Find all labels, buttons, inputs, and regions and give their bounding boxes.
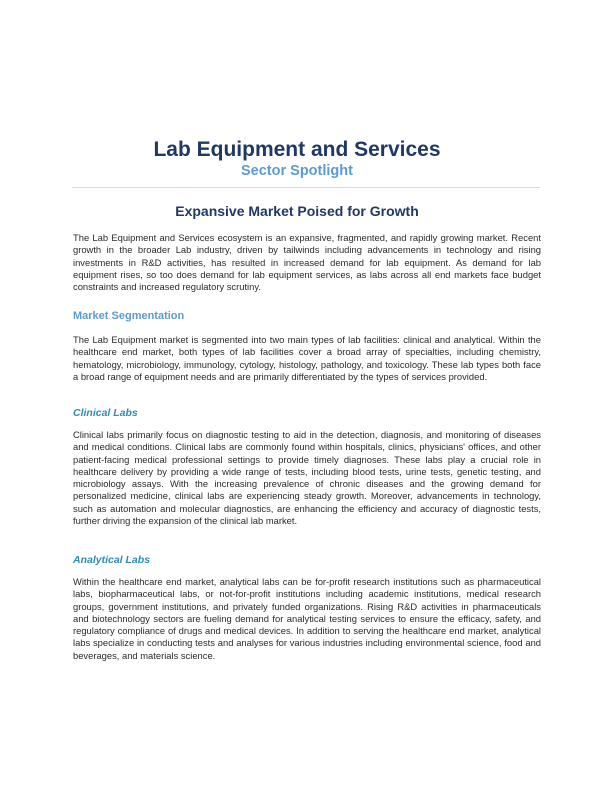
analytical-labs-paragraph: Within the healthcare end market, analytical labs can be for-profit research institutions such as pharmaceutical labs, biopharmaceutical labs, or not-for-profit institutions including academic institutions, medical research groups, government institutions, and privately funded organizations. Rising R&D activities in pharmaceuticals and biotechnology sectors are fueling demand for analytical testing services to ensure the efficacy, safety, and regulatory compliance of drugs and medical devices. In addition to serving the healthcare end market, analytical labs specialize in conducting tests and analyses for various industries including environmental science, food and beverages, and materials science. xyxy=(73,576,541,661)
clinical-labs-paragraph: Clinical labs primarily focus on diagnostic testing to aid in the detection, diagnosis, and monitoring of diseases and medical conditions. Clinical labs are commonly found within hospitals, clinics, physicians' offices, and other patient-facing medical professional settings to provide timely diagnoses. These labs play a crucial role in healthcare delivery by providing a wide range of tests, including blood tests, urine tests, genetic testing, and microbiology assays. With the increasing prevalence of chronic diseases and the growing demand for personalized medicine, clinical labs are experiencing steady growth. Moreover, advancements in technology, such as automation and molecular diagnostics, are enhancing the efficiency and accuracy of diagnostic tests, further driving the expansion of the clinical lab market. xyxy=(73,429,541,527)
section-headline: Expansive Market Poised for Growth xyxy=(175,203,419,219)
document-subtitle: Sector Spotlight xyxy=(241,163,353,179)
title-divider xyxy=(72,187,540,188)
document-title: Lab Equipment and Services xyxy=(153,138,441,161)
analytical-labs-heading: Analytical Labs xyxy=(73,554,151,566)
intro-paragraph: The Lab Equipment and Services ecosystem is an expansive, fragmented, and rapidly growing market. Recent growth in the broader Lab industry, driven by tailwinds including advancements in technology and rising investments in R&D activities, has resulted in increased demand for lab equipment. As demand for lab equipment rises, so too does demand for lab equipment services, as labs across all end markets face budget constraints and increased regulatory scrutiny. xyxy=(73,232,541,293)
market-segmentation-paragraph: The Lab Equipment market is segmented into two main types of lab facilities: clinical and analytical. Within the healthcare end market, both types of lab facilities cover a broad array of specialties, including chemistry, hematology, microbiology, immunology, cytology, histology, pathology, and toxicology. These lab types both face a broad range of equipment needs and are primarily differentiated by the types of services provided. xyxy=(73,334,541,382)
market-segmentation-heading: Market Segmentation xyxy=(73,310,185,322)
clinical-labs-heading: Clinical Labs xyxy=(73,407,138,419)
